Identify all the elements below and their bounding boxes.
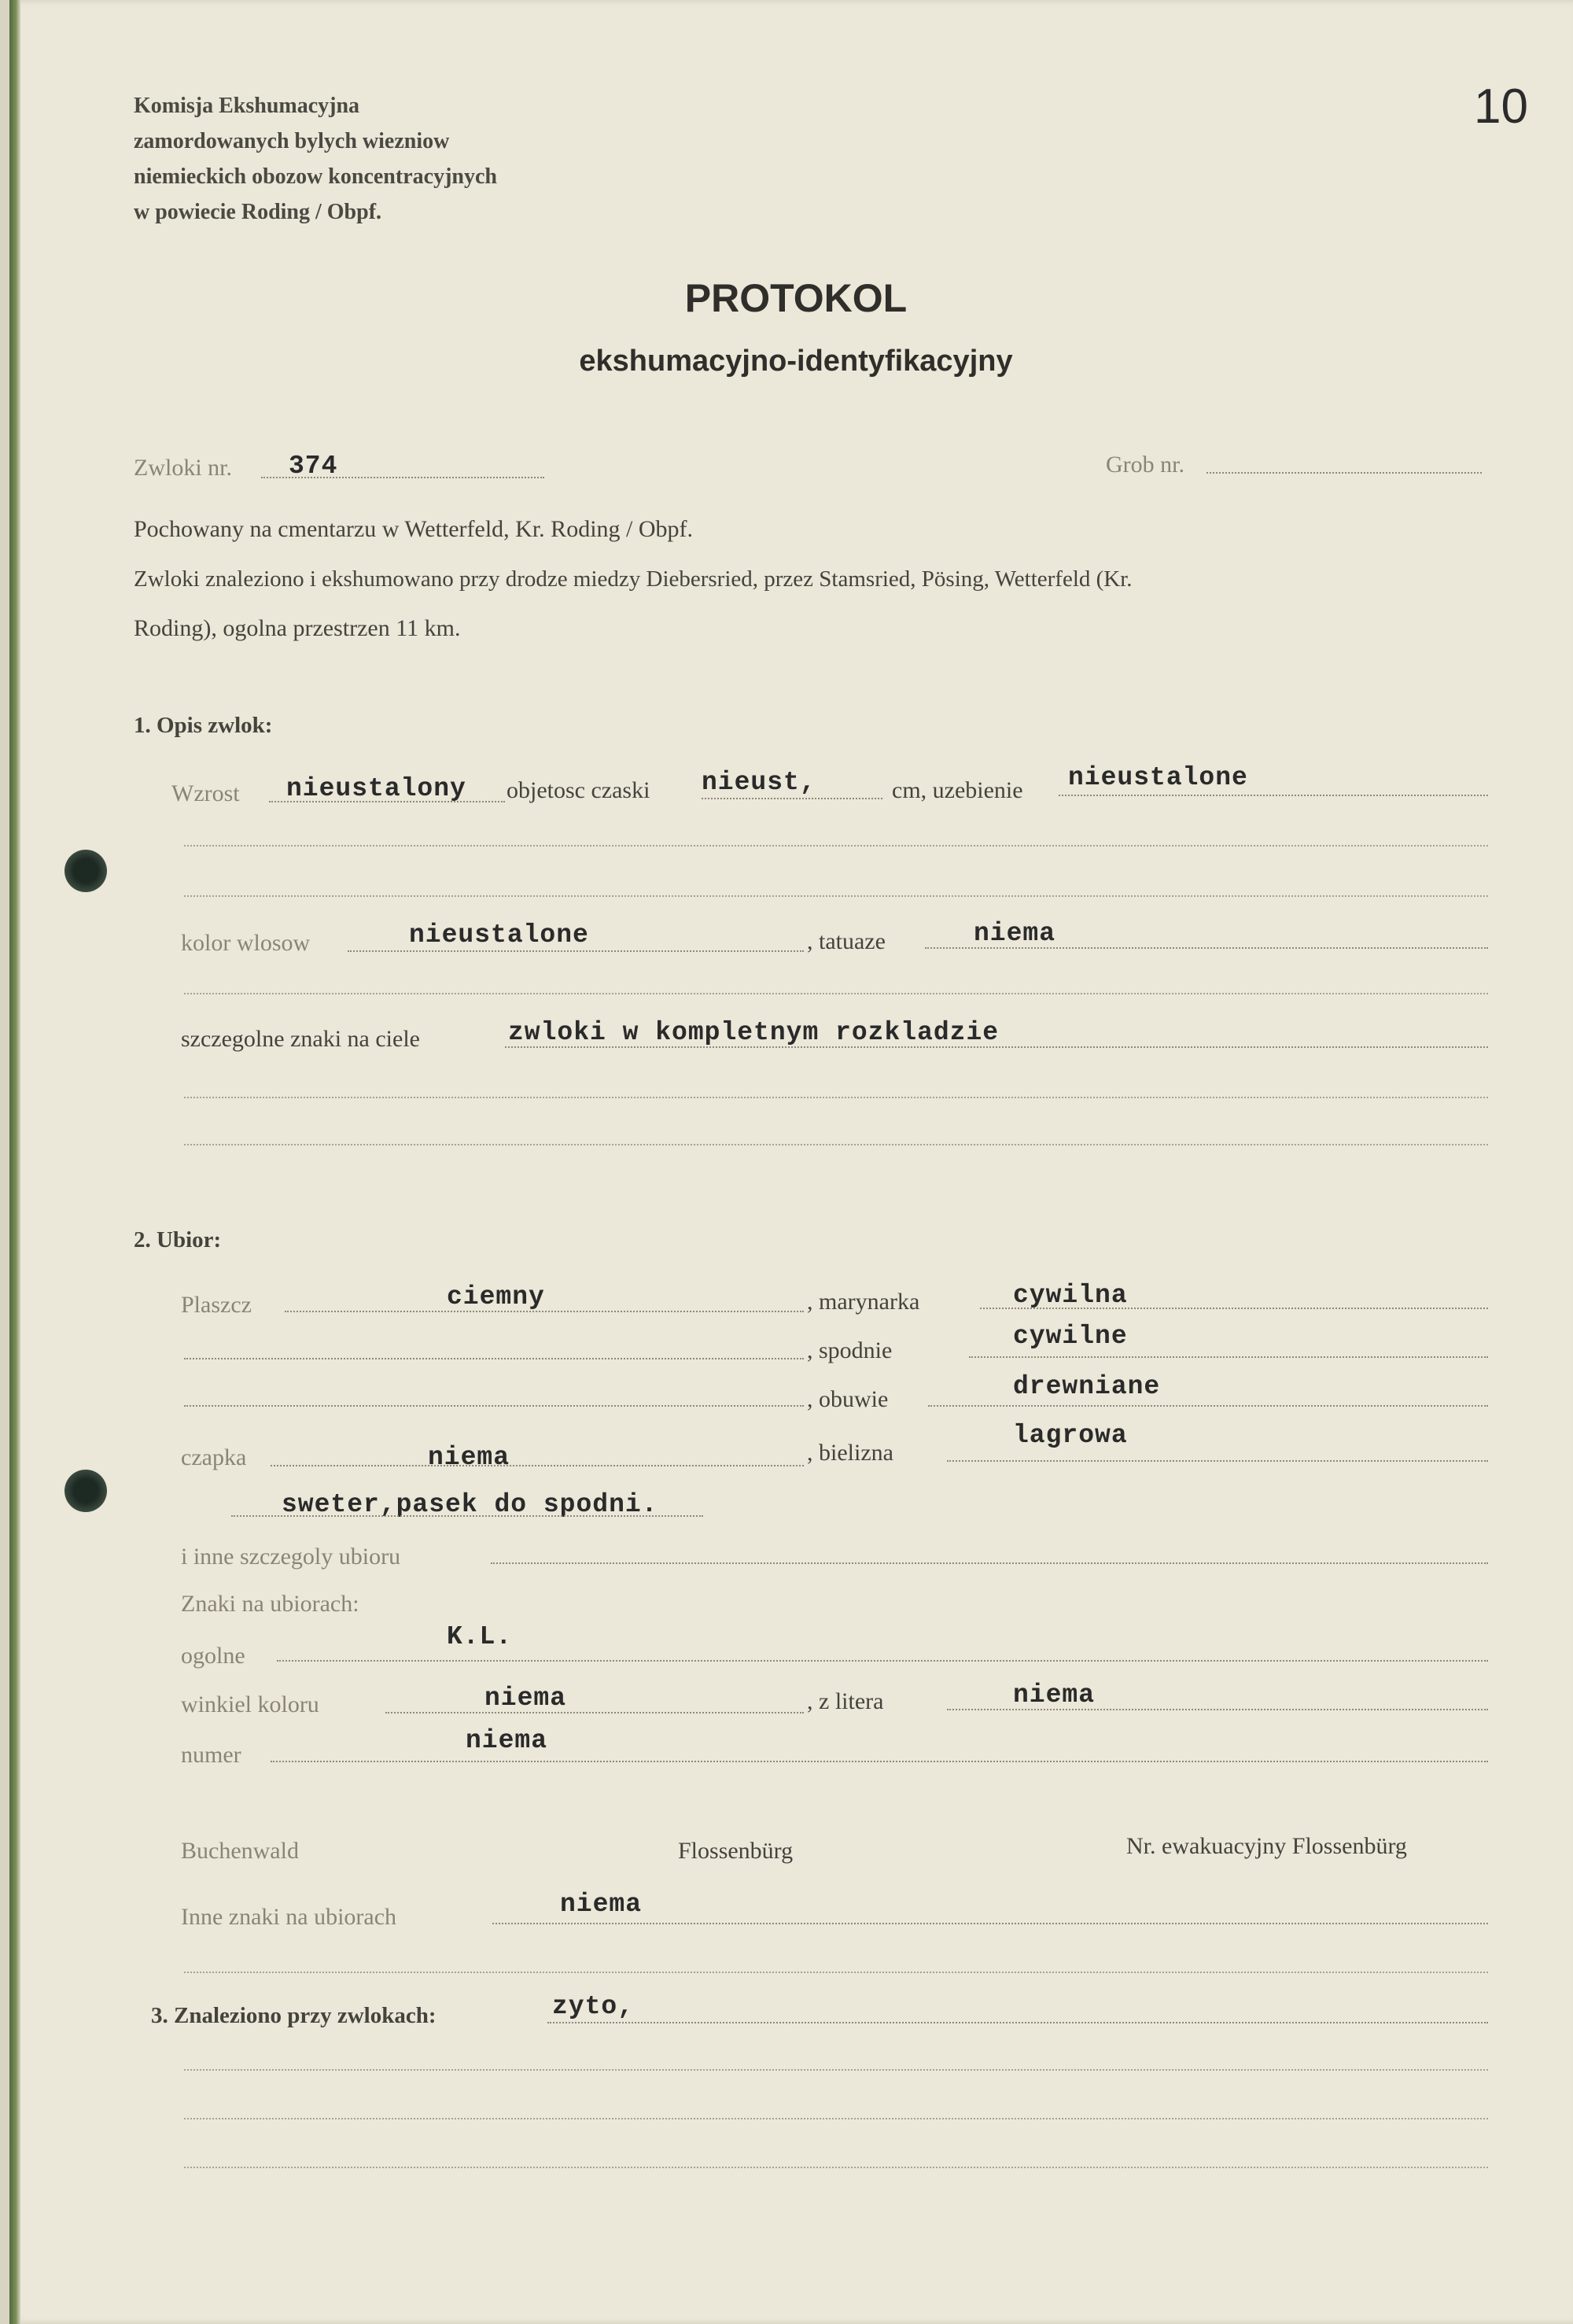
- blank-line: [184, 993, 1488, 994]
- czapka-line: [271, 1465, 804, 1466]
- found-location-line-2: Roding), ogolna przestrzen 11 km.: [134, 615, 461, 641]
- blank-line: [184, 1144, 1488, 1145]
- commission-header: [134, 88, 497, 230]
- obuwie-line: [928, 1405, 1488, 1407]
- punch-hole: [64, 1470, 107, 1512]
- document-subtitle: ekshumacyjno-identyfikacyjny: [579, 345, 1013, 378]
- page-number: 10: [1474, 79, 1528, 134]
- section-2-heading: 2. Ubior:: [134, 1227, 222, 1252]
- ewakuacyjny-label: Nr. ewakuacyjny Flossenbürg: [1126, 1833, 1407, 1859]
- ogolne-value: K.L.: [447, 1622, 513, 1651]
- objetosc-label: objetosc czaski: [507, 777, 650, 803]
- inne-znaki-label: Inne znaki na ubiorach: [181, 1904, 397, 1930]
- bielizna-line: [947, 1460, 1488, 1462]
- numer-value: niema: [466, 1726, 548, 1755]
- inne-szczegoly-value: sweter,pasek do spodni.: [282, 1490, 658, 1519]
- ogolne-label: ogolne: [181, 1643, 245, 1669]
- spodnie-label: , spodnie: [807, 1337, 893, 1363]
- section-3-heading: 3. Znaleziono przy zwlokach:: [151, 2003, 437, 2028]
- znaleziono-line: [547, 2022, 1488, 2023]
- blank-line: [184, 1358, 804, 1359]
- inne-szczegoly-label: i inne szczegoly ubioru: [181, 1544, 401, 1570]
- winkiel-line: [385, 1712, 804, 1713]
- burial-place: Pochowany na cmentarzu w Wetterfeld, Kr. Roding / Obpf.: [134, 516, 694, 542]
- szczegolne-znaki-value: zwloki w kompletnym rozkladzie: [508, 1018, 1000, 1047]
- uzebienie-value: nieustalone: [1068, 763, 1248, 792]
- bielizna-value: lagrowa: [1013, 1421, 1128, 1450]
- inne-szczegoly-line: [491, 1562, 1488, 1564]
- spodnie-value: cywilne: [1013, 1322, 1128, 1351]
- objetosc-value: nieust,: [702, 768, 816, 797]
- inne-znaki-value: niema: [560, 1890, 643, 1919]
- kolor-wlosow-line: [348, 950, 804, 952]
- inne-szczegoly-line-top: [231, 1515, 703, 1517]
- header-line-1: Komisja Ekshumacyjna: [134, 94, 360, 118]
- kolor-wlosow-label: kolor wlosow: [181, 930, 311, 956]
- winkiel-label: winkiel koloru: [181, 1691, 319, 1717]
- header-line-3: niemieckich obozow koncentracyjnych: [134, 164, 497, 189]
- uzebienie-line: [1059, 795, 1488, 796]
- grob-nr-label: Grob nr.: [1106, 452, 1184, 478]
- buchenwald-label: Buchenwald: [181, 1838, 299, 1864]
- punch-hole: [64, 850, 107, 892]
- blank-line: [184, 2167, 1488, 2168]
- zwloki-nr-label: Zwloki nr.: [134, 455, 232, 481]
- document-page: [9, 0, 1573, 2324]
- znaki-na-ubiorach-label: Znaki na ubiorach:: [181, 1591, 359, 1617]
- wzrost-label: Wzrost: [171, 780, 240, 806]
- z-litera-value: niema: [1013, 1680, 1096, 1710]
- ogolne-line: [277, 1660, 1488, 1662]
- blank-line: [184, 2069, 1488, 2071]
- plaszcz-value: ciemny: [447, 1282, 545, 1311]
- header-line-4: w powiecie Roding / Obpf.: [134, 200, 382, 224]
- numer-line: [271, 1761, 1488, 1762]
- plaszcz-label: Plaszcz: [181, 1292, 252, 1318]
- blank-line: [184, 2118, 1488, 2119]
- winkiel-value: niema: [484, 1684, 567, 1713]
- found-location-line-1: Zwloki znaleziono i ekshumowano przy drodze miedzy Diebersried, przez Stamsried, Pösing, Wetterfeld (Kr.: [134, 566, 1133, 592]
- uzebienie-label: cm, uzebienie: [892, 777, 1023, 803]
- znaleziono-value: zyto,: [552, 1992, 635, 2021]
- marynarka-value: cywilna: [1013, 1281, 1128, 1310]
- blank-line: [184, 895, 1488, 897]
- obuwie-label: , obuwie: [807, 1386, 889, 1412]
- bielizna-label: , bielizna: [807, 1440, 893, 1466]
- z-litera-label: , z litera: [807, 1688, 884, 1714]
- blank-line: [184, 1097, 1488, 1098]
- header-line-2: zamordowanych bylych wiezniow: [134, 129, 450, 153]
- section-1-heading: 1. Opis zwlok:: [134, 713, 273, 738]
- obuwie-value: drewniane: [1013, 1372, 1161, 1401]
- wzrost-value: nieustalony: [286, 774, 466, 803]
- kolor-wlosow-value: nieustalone: [409, 920, 589, 950]
- zwloki-nr-value: 374: [289, 452, 338, 481]
- blank-line: [184, 845, 1488, 847]
- numer-label: numer: [181, 1742, 241, 1768]
- tatuaze-value: niema: [974, 919, 1056, 948]
- blank-line: [184, 1405, 804, 1407]
- document-title: PROTOKOL: [684, 276, 908, 320]
- czapka-value: niema: [428, 1443, 510, 1472]
- flossenburg-label: Flossenbürg: [678, 1838, 794, 1864]
- grob-nr-line: [1206, 472, 1482, 474]
- blank-line: [184, 1972, 1488, 1973]
- objetosc-line: [702, 798, 882, 799]
- spodnie-line: [969, 1356, 1488, 1358]
- szczegolne-znaki-label: szczegolne znaki na ciele: [181, 1026, 420, 1052]
- czapka-label: czapka: [181, 1444, 247, 1470]
- marynarka-label: , marynarka: [807, 1289, 920, 1315]
- tatuaze-label: , tatuaze: [807, 928, 886, 954]
- inne-znaki-line: [492, 1923, 1488, 1924]
